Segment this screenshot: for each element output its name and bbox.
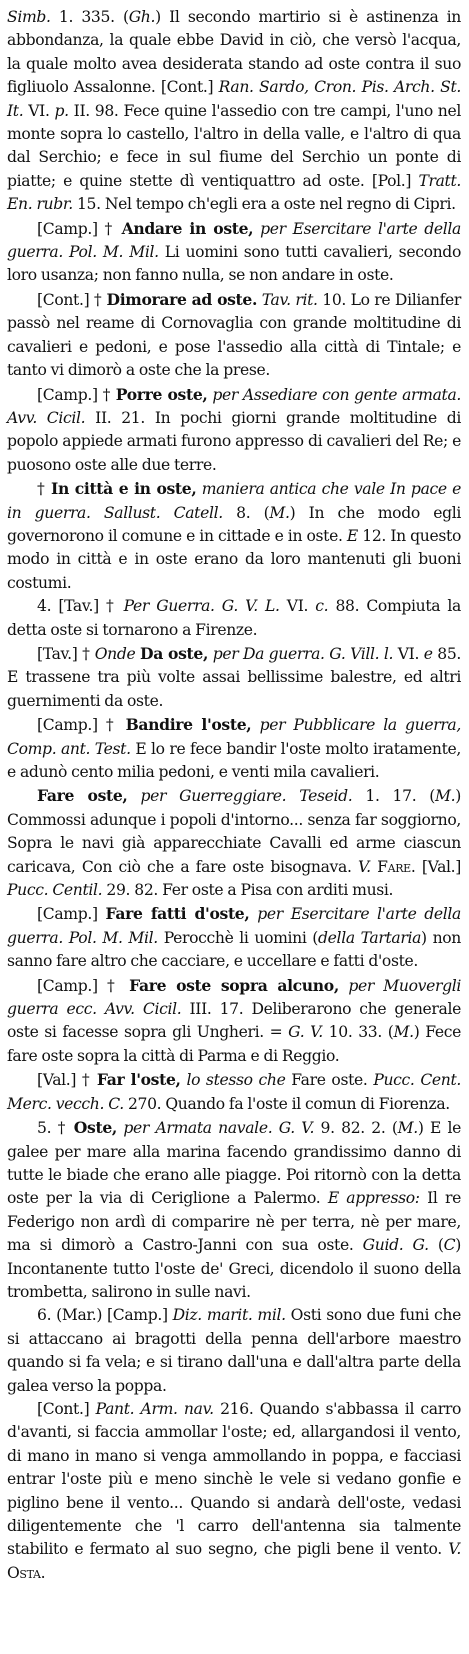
- citation-text: per Armata navale. G. V.: [123, 1119, 315, 1138]
- headword-phrase: Dimorare ad oste.: [106, 289, 258, 309]
- citation-text: M.: [269, 503, 290, 522]
- citation-text: per Esercitare l'arte della guerra. Pol. M. Mil.: [7, 905, 462, 947]
- citation-text: per Da guerra. G. Vill. l.: [212, 644, 394, 663]
- citation-text: Onde: [94, 644, 141, 663]
- entry-text: [Camp.] †: [37, 385, 116, 404]
- entry-text: Osti sono due funi che si attaccano ai bragotti della penna dell'arbore maestro quando si fa vela; e si tirano dall'una e dall'altra parte della galea verso la poppa.: [7, 1306, 461, 1395]
- citation-text: per Esercitare l'arte della guerra. Pol. M. Mil.: [7, 219, 461, 262]
- citation-text: Tav. rit.: [261, 290, 318, 309]
- headword-phrase: Oste,: [73, 1118, 117, 1138]
- entry-paragraph: [7, 217, 461, 288]
- entry-text: ) Il secondo martirio si è astinenza in abbondanza, la quale ebbe David in ciò, che versò l'acqua, la quale molto avea desiderata stando ad oste contra il suo figliuolo Assalonne. [Cont.]: [7, 8, 461, 97]
- entry-paragraph: [7, 383, 461, 478]
- citation-text: M.: [397, 1119, 418, 1138]
- citation-text: Diz. marit. mil.: [172, 1306, 286, 1325]
- citation-text: c.: [315, 597, 329, 616]
- entry-text: Il re Federigo non ardì di comparire nè per terra, nè per mare, ma si dimorò a Castro-Janni con sua oste.: [7, 1189, 461, 1255]
- entry-text: 88. Compiuta la detta oste si tornarono a Firenze.: [7, 597, 461, 639]
- entry-text: ) Commossi adunque i popoli d'intorno... senza far soggiorno, Sopra le navi già apparecchiate Cavalli ed arme ciascun caricava, Con ciò che a fare oste bisognava.: [7, 787, 461, 876]
- citation-text: Per Guerra. G. V. L.: [123, 597, 280, 616]
- entry-text: 216. Quando s'abbassa il carro d'avanti, si faccia ammollar l'oste; ed, allargandosi il vento, di mano in mano si venga ammollando in poppa, e facciasi entrar l'oste più e meno sinchè le vele si vedano gonfie e piglino bene il vento... Quando si andarà dell'oste, vedasi diligentemente che 'l carro dell'antenna sia talmente stabilito e fermato al suo segno, che pigli bene il vento.: [7, 1399, 461, 1559]
- entry-text: [251, 716, 259, 734]
- entry-text: [Val.]: [415, 857, 462, 876]
- entry-text: 15. Nel tempo ch'egli era a oste nel regno di Cipri.: [76, 195, 456, 214]
- citation-text: maniera antica che vale In pace e in guerra. Sallust. Catell.: [7, 480, 461, 522]
- entry-text: 4. [Tav.] †: [37, 597, 124, 616]
- citation-text: Guid. G.: [362, 1236, 429, 1255]
- citation-text: per Muovergli guerra ecc. Avv. Cicil.: [7, 976, 462, 1019]
- entry-paragraph: [7, 784, 461, 902]
- entry-text: †: [37, 480, 51, 499]
- entry-text: II. 98. Fece quine l'assedio con tre campi, l'uno nel monte sopra lo castello, l'altro in della valle, e l'altro di qua dal Serchio; e fece in sul fiume del Serchio un ponte di piatte; e quine stette dì ventiquattro ad oste. [Pol.]: [7, 101, 461, 190]
- entry-text: 29. 82. Fer oste a Pisa con arditi musi.: [102, 881, 394, 900]
- cross-reference: Osta.: [7, 1563, 46, 1582]
- entry-text: ) Fece fare oste sopra la città di Parma e di Reggio.: [7, 1023, 461, 1065]
- entry-text: 9. 82. 2. (: [314, 1119, 398, 1138]
- citation-text: p.: [54, 101, 74, 120]
- entry-text: 8. (: [222, 503, 270, 522]
- headword-phrase: Da oste,: [140, 643, 209, 663]
- citation-text: Tratt. En. rubr.: [7, 171, 461, 214]
- citation-text: lo stesso che: [186, 1071, 292, 1090]
- headword-phrase: Andare in oste,: [121, 218, 254, 238]
- headword-phrase: Bandire l'oste,: [125, 715, 252, 735]
- entry-text: [339, 977, 348, 995]
- headword-phrase: Fare fatti d'oste,: [105, 904, 250, 924]
- citation-text: della Tartaria: [318, 928, 422, 947]
- entry-text: [Camp.] †: [37, 976, 130, 995]
- entry-paragraph: [7, 1398, 461, 1585]
- entry-text: 10. 33. (: [322, 1023, 394, 1042]
- citation-text: per Pubblicare la guerra, Comp. ant. Test.: [7, 716, 461, 758]
- entry-text: ) non sanno fare altro che cacciare, e uccellare e fatti d'oste.: [7, 928, 461, 971]
- entry-text: [Camp.]: [37, 905, 106, 924]
- citation-text: Ran. Sardo, Cron. Pis. Arch. St. It.: [7, 78, 461, 120]
- citation-text: G. V.: [288, 1023, 323, 1042]
- entry-text: 10. Lo re Dilianfer passò nel reame di Cornovaglia con grande moltitudine di cavalieri e pedoni, e pose l'assedio alla città di Tintale; e tanto vi dimorò a oste che la prese.: [7, 290, 462, 380]
- headword-phrase: In città e in oste,: [51, 479, 197, 499]
- entry-text: Li uomini sono tutti cavalieri, secondo loro usanza; non fanno nulla, se non andare in oste.: [7, 243, 461, 285]
- entry-paragraph: [7, 713, 461, 784]
- citation-text: Gh.: [128, 8, 156, 26]
- entry-text: II. 21. In pochi giorni grande moltitudine di popolo appiede armati furono appresso di cavalieri del Re; e puosono oste alle due terre.: [7, 408, 462, 474]
- entry-text: Fare oste.: [291, 1071, 368, 1090]
- headword-phrase: Far l'oste,: [96, 1070, 181, 1090]
- entry-text: [128, 787, 141, 805]
- entry-paragraph: [7, 1304, 461, 1398]
- entry-text: (: [428, 1236, 444, 1255]
- citation-text: M.: [435, 787, 456, 806]
- cross-reference: Fare.: [377, 857, 416, 876]
- headword-phrase: Porre oste,: [115, 384, 208, 404]
- headword-phrase: Fare oste sopra alcuno,: [129, 975, 339, 995]
- entry-text: 1. 17. (: [352, 787, 436, 806]
- citation-text: per Guerreggiare. Teseid.: [140, 787, 353, 806]
- entry-text: VI.: [279, 597, 316, 616]
- citation-text: M.: [393, 1023, 414, 1042]
- citation-text: Pant. Arm. nav.: [95, 1399, 214, 1418]
- entry-paragraph: [7, 1068, 461, 1116]
- entry-paragraph: [7, 595, 461, 642]
- entry-text: ) Incontanente tutto l'oste de' Greci, dicendolo il suono della trombetta, salirono in sulle navi.: [7, 1236, 461, 1301]
- entry-text: 1. 335. (: [58, 8, 129, 26]
- entry-paragraph: [7, 1116, 461, 1304]
- citation-text: Pucc. Centil.: [7, 881, 103, 900]
- entry-text: Perocchè li uomini (: [157, 928, 319, 947]
- citation-text: per Assediare con gente armata. Avv. Cicil.: [7, 385, 461, 427]
- entry-text: 270. Quando fa l'oste il comun di Fiorenza.: [123, 1094, 450, 1113]
- entry-text: 12. In questo modo in città e in oste erano da loro mantenuti gli buoni costumi.: [7, 526, 461, 592]
- entry-text: [Tav.] †: [37, 644, 95, 663]
- entry-text: E lo re fece bandir l'oste molto iratamente, e adunò cento milia pedoni, e venti mila cavalieri.: [7, 739, 461, 781]
- entry-text: [Camp.] †: [37, 219, 122, 238]
- entry-paragraph: [7, 974, 461, 1069]
- citation-text: Pucc. Cent. Merc. vecch. C.: [7, 1071, 461, 1113]
- entry-text: 6. (Mar.) [Camp.]: [37, 1306, 173, 1325]
- entry-text: VI.: [28, 101, 55, 120]
- entry-paragraph: [7, 902, 461, 973]
- citation-text: V.: [357, 857, 378, 876]
- entry-text: ) E le galee per mare alla marina facendo grandissimo danno di tutte le biade che erano alle piagge. Poi ritornò con la detta oste per la via di Ceriglione a Palermo.: [7, 1119, 462, 1208]
- entry-paragraph: [7, 6, 461, 217]
- entry-paragraph: [7, 288, 461, 383]
- citation-text: E appresso:: [327, 1189, 420, 1208]
- entry-text: [Cont.]: [37, 1399, 96, 1418]
- entry-text: 5. †: [37, 1119, 74, 1138]
- entry-text: [Val.] †: [37, 1071, 97, 1090]
- entry-paragraph: [7, 642, 461, 713]
- headword-phrase: Fare oste,: [37, 786, 128, 806]
- entry-text: [Camp.] †: [37, 716, 126, 735]
- citation-text: E: [346, 526, 358, 545]
- citation-text: C: [443, 1236, 456, 1255]
- entry-paragraph: [7, 477, 461, 595]
- entry-text: III. 17. Deliberarono che generale oste si facesse sopra gli Ungheri. =: [7, 1000, 461, 1042]
- entry-text: [Cont.] †: [37, 290, 107, 309]
- dictionary-entry-body: [7, 6, 461, 1585]
- citation-text: e: [423, 644, 433, 663]
- entry-text: VI.: [393, 644, 424, 663]
- citation-text: Simb.: [7, 8, 59, 26]
- citation-text: V.: [448, 1540, 461, 1559]
- entry-text: 85. E trassene tra più volte assai bellissime balestre, ed altri guernimenti da oste.: [7, 644, 461, 710]
- entry-text: ) In che modo egli governorono il comune e in cittade e in oste.: [7, 503, 461, 545]
